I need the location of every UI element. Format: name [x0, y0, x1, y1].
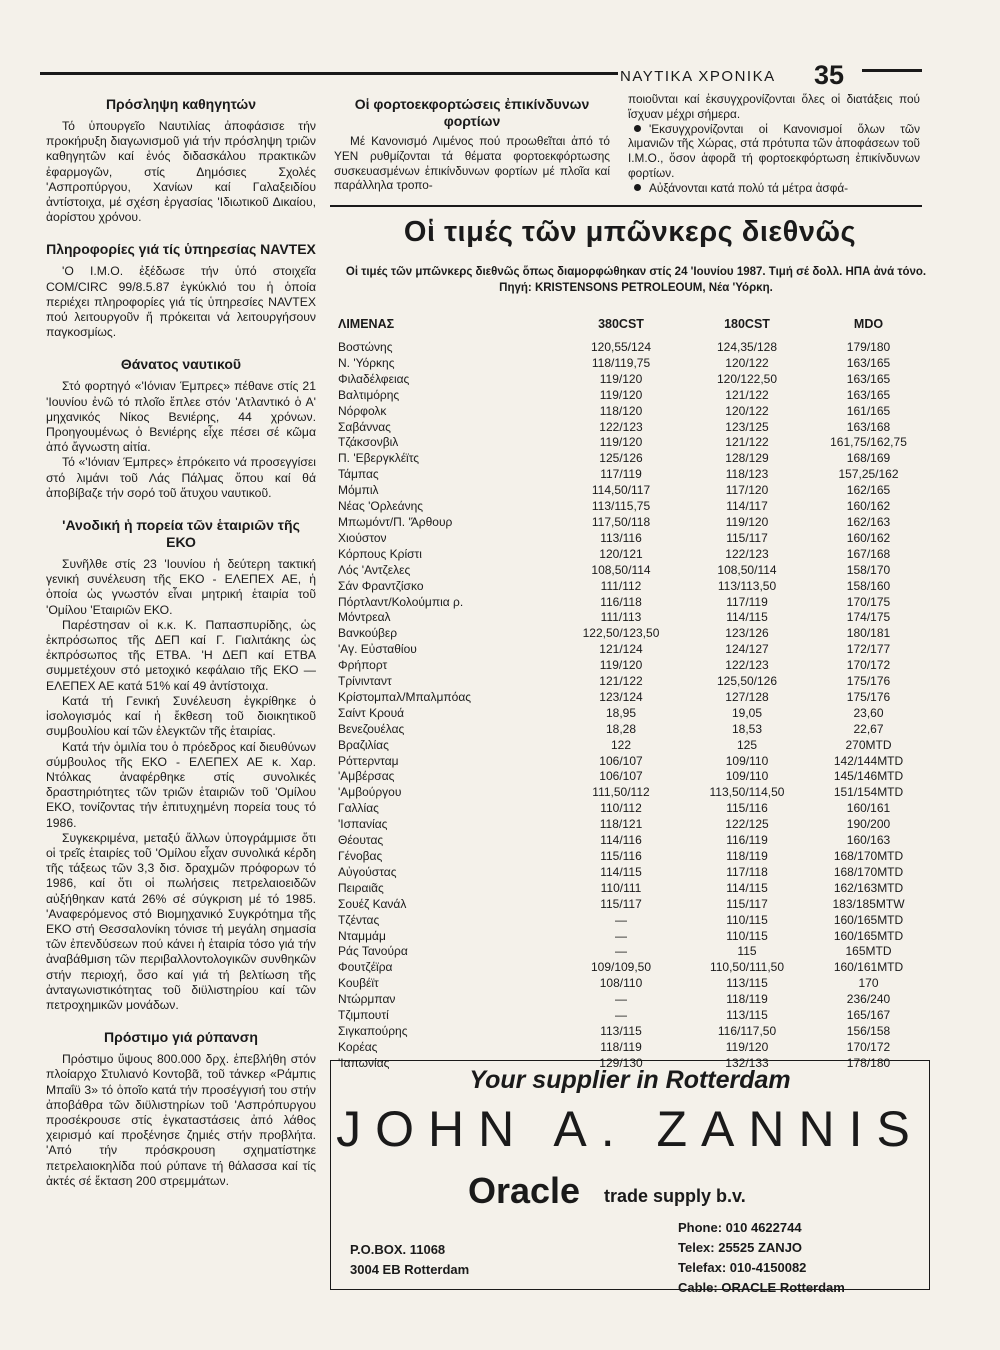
table-row: [332, 929, 927, 945]
price-180cst: 113/115: [726, 976, 768, 991]
table-row: [332, 420, 927, 436]
table-row: [332, 913, 927, 929]
price-mdo: 170/172: [846, 658, 891, 673]
port-name: 'Ιαπωνίας: [338, 1055, 390, 1070]
port-name: Βοστώνης: [338, 340, 393, 354]
bullet-icon: [634, 184, 641, 191]
price-380cst: 118/120: [599, 403, 643, 418]
port-name: Βαλτιμόρης: [338, 387, 400, 402]
price-mdo: 23,60: [853, 705, 884, 720]
price-180cst: 117/120: [725, 483, 769, 498]
table-row: [332, 451, 927, 467]
article-title: Πρόσληψη καθηγητών: [105, 96, 257, 112]
price-380cst: 119/120: [599, 658, 643, 673]
table-row: [332, 833, 927, 849]
price-380cst: 106/107: [599, 753, 643, 768]
table-row: [332, 467, 927, 483]
price-mdo: 161/165: [846, 403, 891, 418]
port-name: Σάν Φραντζίσκο: [338, 578, 424, 593]
price-mdo: 167/168: [846, 546, 891, 561]
price-380cst: 115/117: [600, 896, 642, 911]
port-name: Μόμπιλ: [338, 483, 379, 498]
article-title: Πληροφορίες γιά τίς ὑπηρεσίας NAVTEX: [46, 241, 316, 258]
price-380cst: 113/115,75: [591, 499, 651, 514]
port-name: 'Αμβέρσας: [338, 769, 395, 784]
price-mdo: 162/163: [846, 514, 891, 529]
table-body: [332, 340, 927, 1072]
price-380cst: 108/110: [599, 976, 643, 991]
price-mdo: 156/158: [846, 1023, 891, 1038]
article-paragraph: Τό «'Ιόνιαν Έμπρες» ἐπρόκειτο νά προσεγγίσει στό λιμάνι τοῦ Λάς Πάλμας ὅπου καί θά ἀποβίβαζε τήν σορό τοῦ ἄτυχου ναυτικοῦ.: [46, 455, 316, 500]
price-mdo: 158/170: [846, 562, 891, 577]
port-name: Ράς Τανούρα: [338, 944, 408, 959]
price-mdo: 142/144MTD: [833, 753, 904, 768]
price-380cst: 114,50/117: [591, 483, 651, 498]
article-title: Οἱ φορτοεκφορτώσεις ἐπικίνδυνων φορτίων: [354, 96, 590, 129]
price-180cst: 114/117: [726, 499, 768, 514]
bunker-price-table: [332, 308, 927, 1072]
port-name: Φιλαδέλφειας: [338, 371, 410, 386]
price-mdo: 174/175: [846, 610, 891, 625]
price-180cst: 119/120: [725, 514, 769, 529]
port-name: Ν. 'Υόρκης: [338, 355, 395, 370]
price-mdo: 161,75/162,75: [830, 435, 907, 450]
price-380cst: —: [615, 912, 627, 927]
bullet-item: [628, 181, 920, 196]
price-380cst: 111/112: [600, 578, 642, 593]
port-name: Μπωμόντ/Π. 'Άρθουρ: [338, 514, 453, 529]
port-name: Κουβέϊτ: [338, 976, 379, 991]
price-180cst: 122/125: [725, 817, 769, 832]
column-header-port: ΛΙΜΕΝΑΣ: [338, 317, 395, 331]
price-380cst: 117,50/118: [591, 514, 651, 529]
port-name: Σαβάννας: [338, 419, 391, 434]
price-mdo: 22,67: [853, 721, 884, 736]
price-mdo: 236/240: [846, 992, 891, 1007]
article-paragraph: Συγκεκριμένα, μεταξύ ἄλλων ὑπογράμμισε ὅτι οἱ τρεῖς ἑταιρίες τοῦ 'Ομίλου εἶχαν συνολικά κέρδη τῆς τάξεως τῶν 3,3 δισ. δραχμῶν πρόφορων τό 1986, καί ὅτι οἱ πωλήσεις πετρελαιοειδῶν αὐξήθηκαν κατά 26% σέ σύγκριση μέ τό 1985. 'Αναφερόμενος στό Βιομηχανικό Συγκρότημα τῆς ΕΚΟ στή Θεσσαλονίκη τόνισε τή μεγάλη σημασία τῶν ἐπενδύσεων πού κάνει ἡ ἑταιρία τόσο γιά τήν ἀναβάθμιση τῶν περιβαλλοντολογικῶν συνθηκῶν στήν περιοχή, ὅσο καί γιά τή βελτίωση τῆς ἀνταγωνιστικότητας τοῦ διϋλιστηρίου καί τῶν πετροχημικῶν μονάδων.: [46, 830, 316, 1012]
price-380cst: —: [615, 992, 627, 1007]
port-name: Τρίνινταντ: [338, 674, 392, 689]
article-paragraph: 'Ο Ι.Μ.Ο. ἐξέδωσε τήν ὑπό στοιχεῖα COM/CIRC 99/8.5.87 ἐγκύκλιό του ἡ ὁποία περιέχει πληροφορίες γιά τίς ὑπηρεσίες NAVTEX πού λειτουργοῦν ἤ πρόκειται νά λειτουργήσουν παγκοσμίως.: [46, 264, 316, 340]
table-row: [332, 674, 927, 690]
table-header-row: [332, 308, 927, 340]
price-180cst: 124,35/128: [716, 340, 778, 354]
port-name: Φουτζέϊρα: [338, 960, 393, 975]
left-column: [46, 96, 316, 1205]
ad-phone: Phone: 010 4622744: [678, 1220, 802, 1235]
table-row: [332, 595, 927, 611]
ad-brand: Oracle: [468, 1170, 581, 1211]
price-mdo: 179/180: [846, 340, 891, 354]
price-mdo: 165MTD: [845, 944, 892, 959]
price-mdo: 163/165: [846, 371, 891, 386]
price-180cst: 108,50/114: [717, 562, 777, 577]
table-row: [332, 897, 927, 913]
price-180cst: 109/110: [725, 753, 769, 768]
price-180cst: 115/117: [726, 530, 768, 545]
table-row: [332, 785, 927, 801]
table-row: [332, 690, 927, 706]
article-title: Πρόστιμο γιά ρύπανση: [104, 1029, 258, 1046]
bunkers-subtitle: Οἱ τιμές τῶν μπῶνκερς διεθνῶς ὅπως διαμορφώθηκαν στίς 24 'Ιουνίου 1987. Τιμή σέ δολλ. ΗΠΑ ἀνά τόνο. Πηγή: KRISTENSONS PETROLEOUM, Νέα 'Υόρκη.: [345, 266, 927, 294]
port-name: Ρόττερνταμ: [338, 753, 399, 768]
magazine-name: ΝΑΥΤΙΚΑ ΧΡΟΝΙΚΑ: [620, 68, 776, 85]
price-180cst: 114/115: [726, 610, 768, 625]
price-180cst: 110/115: [726, 928, 768, 943]
price-180cst: 117/119: [726, 594, 768, 609]
price-180cst: 113/115: [726, 1008, 768, 1023]
price-mdo: 162/163MTD: [833, 880, 904, 895]
price-180cst: 123/125: [725, 419, 769, 434]
middle-column: [334, 96, 610, 193]
price-180cst: 110,50/111,50: [709, 960, 785, 975]
table-row: [332, 1008, 927, 1024]
port-name: 'Αμβούργου: [338, 785, 402, 800]
article-paragraph: Κατά τήν ὁμιλία του ὁ πρόεδρος καί διευθύνων σύμβουλος τῆς ΕΚΟ - ΕΛΕΠΕΧ ΑΕ κ. Χαρ. Ντόλκας ἀναφέρθηκε στίς συνολικές δραστηριότητες τῶν τριῶν ἑταιριῶν τοῦ 'Ομίλου ΕΚΟ, τονίζοντας τήν ἐπιτυχημένη πορεία τους τό 1986.: [46, 739, 316, 830]
price-180cst: 127/128: [725, 689, 769, 704]
article-pollution-fine: [46, 1029, 316, 1189]
right-column: [628, 92, 920, 196]
table-row: [332, 404, 927, 420]
table-row: [332, 610, 927, 626]
price-mdo: 160/165MTD: [833, 928, 904, 943]
price-mdo: 160/163: [846, 833, 891, 848]
price-380cst: 118/119,75: [591, 355, 651, 370]
table-row: [332, 865, 927, 881]
price-180cst: 125: [736, 737, 758, 752]
price-380cst: 122,50/123,50: [582, 626, 660, 641]
article-paragraph: Συνῆλθε στίς 23 'Ιουνίου ἡ δεύτερη τακτική γενική συνέλευση τῆς ΕΚΟ - ΕΛΕΠΕΧ ΑΕ, ἡ ὁποία ὡς γνωστόν εἶναι μητρική ἑταιρία τοῦ 'Ομίλου 'Εταιριῶν ΕΚΟ.: [46, 557, 316, 617]
port-name: Νόρφολκ: [338, 403, 387, 418]
article-title: 'Ανοδική ἡ πορεία τῶν ἑταιριῶν τῆς ΕΚΟ: [62, 517, 300, 551]
price-380cst: 122: [610, 737, 632, 752]
price-180cst: 132/133: [725, 1055, 769, 1070]
price-mdo: 160/161MTD: [833, 960, 904, 975]
port-name: Τζέντας: [338, 912, 380, 927]
price-180cst: 18,53: [731, 721, 763, 736]
price-180cst: 125,50/126: [716, 674, 778, 689]
price-mdo: 270MTD: [845, 737, 892, 752]
table-row: [332, 706, 927, 722]
bullet-text: 'Εκσυγχρονίζονται οἱ Κανονισμοί ὅλων τῶν λιμανιῶν τῆς Χώρας, στά πρότυπα τῶν ἀποφάσεων τοῦ Ι.Μ.Ο., ὅσον ἀφορᾶ τή φορτοεκφόρτωση ἐπικίνδυνων φορτίων.: [628, 121, 920, 180]
table-row: [332, 881, 927, 897]
port-name: Τζιμπουτί: [338, 1008, 389, 1023]
price-mdo: 168/170MTD: [833, 864, 904, 879]
ad-cable: Cable: ORACLE Rotterdam: [678, 1280, 845, 1295]
price-mdo: 163/165: [846, 355, 891, 370]
price-mdo: 180/181: [846, 626, 891, 641]
table-row: [332, 372, 927, 388]
table-row: [332, 388, 927, 404]
port-name: Τάμπας: [338, 467, 379, 482]
ad-address: [350, 1240, 469, 1280]
price-180cst: 113,50/114,50: [709, 785, 785, 800]
price-180cst: 121/122: [725, 435, 769, 450]
ad-tagline: Your supplier in Rotterdam: [469, 1066, 791, 1094]
article-paragraph: ποιοῦνται καί ἐκσυγχρονίζονται ὅλες οἱ διατάξεις πού ἴσχυαν μέχρι σήμερα.: [628, 92, 920, 121]
price-380cst: —: [615, 1008, 627, 1023]
price-180cst: 122/123: [725, 546, 769, 561]
table-row: [332, 515, 927, 531]
port-name: Πειραιᾶς: [338, 880, 384, 895]
header-rule-left: [40, 72, 618, 75]
port-name: Κρίστομπαλ/Μπαλμπόας: [338, 689, 472, 704]
price-380cst: 115/116: [600, 849, 642, 863]
price-mdo: 190/200: [846, 817, 891, 832]
port-name: 'Ισπανίας: [338, 817, 388, 832]
price-380cst: —: [615, 928, 627, 943]
article-teacher-hiring: [46, 96, 316, 225]
article-paragraph: Παρέστησαν οἱ κ.κ. Κ. Παπασπυρίδης, ὡς ἐκπρόσωπος τῆς ΔΕΠ καί Γ. Γιαλιτάκης ὡς ἐκπρόσωπος τῆς ΕΤΒΑ. 'Η ΔΕΠ καί ΕΤΒΑ συμμετέχουν στό μετοχικό κεφάλαιο τῆς ΕΚΟ — ΕΛΕΠΕΧ ΑΕ κατά 51% καί 49 ἀντίστοιχα.: [46, 617, 316, 693]
price-180cst: 120/122: [725, 355, 769, 370]
table-row: [332, 849, 927, 865]
table-row: [332, 1024, 927, 1040]
price-180cst: 19,05: [731, 705, 763, 720]
price-mdo: 183/185MTW: [832, 896, 905, 911]
table-row: [332, 642, 927, 658]
price-380cst: 118/121: [599, 817, 643, 832]
port-name: 'Αγ. Εὐσταθίου: [338, 642, 417, 657]
price-380cst: 111/113: [600, 610, 642, 625]
price-380cst: 110/112: [600, 801, 642, 816]
table-row: [332, 579, 927, 595]
price-mdo: 160/162: [846, 499, 891, 514]
article-title: Θάνατος ναυτικοῦ: [120, 356, 242, 373]
price-180cst: 116/117,50: [717, 1023, 777, 1038]
price-mdo: 160/165MTD: [833, 912, 904, 927]
port-name: Νταμμάμ: [338, 928, 386, 943]
price-mdo: 170/175: [846, 594, 891, 609]
price-mdo: 157,25/162: [838, 467, 899, 482]
price-180cst: 120/122,50: [716, 371, 778, 386]
price-380cst: —: [615, 944, 627, 959]
port-name: Σιγκαπούρης: [338, 1023, 408, 1038]
price-380cst: 106/107: [599, 769, 643, 784]
price-380cst: 18,95: [605, 705, 637, 720]
price-180cst: 115/117: [726, 896, 768, 911]
price-180cst: 113/113,50: [717, 578, 777, 593]
price-180cst: 121/122: [725, 387, 769, 402]
article-seaman-death: [46, 356, 316, 501]
price-mdo: 168/170MTD: [833, 849, 904, 863]
price-380cst: 129/130: [599, 1055, 643, 1070]
page-header: [618, 62, 918, 88]
price-380cst: 114/116: [600, 833, 642, 848]
price-180cst: 118/119: [726, 992, 768, 1007]
price-mdo: 163/165: [846, 387, 891, 402]
table-row: [332, 801, 927, 817]
article-eko: [46, 517, 316, 1013]
table-row: [332, 356, 927, 372]
table-row: [332, 531, 927, 547]
price-380cst: 125/126: [599, 451, 643, 466]
price-380cst: 121/124: [599, 642, 643, 657]
price-mdo: 175/176: [846, 674, 891, 689]
price-mdo: 160/162: [846, 530, 891, 545]
price-380cst: 119/120: [599, 371, 643, 386]
price-180cst: 109/110: [725, 769, 769, 784]
ad-address-line: 3004 EB Rotterdam: [350, 1262, 470, 1277]
price-180cst: 123/126: [725, 626, 769, 641]
port-name: Π. 'Εβεργκλέϊτς: [338, 451, 420, 466]
port-name: Βραζιλίας: [338, 737, 389, 752]
price-mdo: 163/168: [846, 419, 891, 434]
table-row: [332, 722, 927, 738]
port-name: Κόρπους Κρίστι: [338, 546, 422, 561]
price-380cst: 113/116: [600, 530, 642, 545]
price-380cst: 122/123: [599, 419, 643, 434]
table-row: [332, 817, 927, 833]
price-380cst: 114/115: [600, 864, 642, 879]
column-header-380cst: 380CST: [598, 317, 644, 331]
price-180cst: 110/115: [726, 912, 768, 927]
bullet-text: Αὐξάνονται κατά πολύ τά μέτρα ἀσφά-: [649, 180, 849, 195]
article-paragraph: Πρόστιμο ὕψους 800.000 δρχ. ἐπεβλήθη στόν πλοίαρχο Στυλιανό Κοντοβᾶ, τοῦ τάνκερ «Ράμπις Μπαΐϋ 3» τό ὁποῖο κατά τήν προσέγγισή του στήν ἀποβάθρα τῶν διϋλιστηρίων τοῦ 'Ασπρόπυργου προσέκρουσε στίς ἐγκαταστάσεις ἀπό λάθος χειρισμό καί προξένησε ζημιές στήν προβλήτα. 'Από τήν πρόσκρουση σχηματίστηκε πετρελαιοκηλίδα πού ρύπανε τή θάλασσα καί τίς ἀκτές σέ ἔκταση 200 στρεμμάτων.: [46, 1052, 316, 1188]
advertisement: [330, 1060, 930, 1325]
price-180cst: 114/115: [726, 880, 768, 895]
port-name: Κορέας: [338, 1039, 378, 1054]
table-row: [332, 340, 927, 356]
article-paragraph: Μέ Κανονισμό Λιμένος πού προωθεῖται ἀπό τό ΥΕΝ ρυθμίζονται τά θέματα φορτοεκφόρτωσης συσκευασμένων ἐπικίνδυνων φορτίων μέ πλοῖα καί παράλληλα τροπο-: [334, 134, 610, 193]
ad-address-line: P.O.BOX. 11068: [350, 1242, 446, 1257]
price-mdo: 170/172: [846, 1039, 891, 1054]
price-380cst: 120,55/124: [590, 340, 652, 354]
page-number: 35: [814, 60, 845, 90]
price-mdo: 151/154MTD: [833, 785, 904, 800]
ad-company-name: JOHN A. ZANNIS: [336, 1101, 924, 1157]
price-380cst: 116/118: [600, 594, 642, 609]
port-name: Βενεζουέλας: [338, 721, 405, 736]
price-380cst: 111,50/112: [592, 785, 650, 800]
ad-brand-suffix: trade supply b.v.: [604, 1186, 746, 1206]
table-row: [332, 626, 927, 642]
price-380cst: 121/122: [599, 674, 643, 689]
port-name: Σαίντ Κρουά: [338, 705, 405, 720]
price-180cst: 128/129: [725, 451, 769, 466]
price-380cst: 110/111: [600, 880, 642, 895]
article-paragraph: Στό φορτηγό «'Ιόνιαν Έμπρες» πέθανε στίς 21 'Ιουνίου ἐνῶ τό πλοῖο ἔπλεε στόν 'Ατλαντικό ὁ Α' μηχανικός Νίκος Βενιέρης, 44 χρόνων. Προηγουμένως ὁ Βενιέρης εἶχε πέσει σέ κῶμα ἀπό ἄγνωστη αἰτία.: [46, 379, 316, 455]
price-180cst: 124/127: [725, 642, 769, 657]
bullet-icon: [634, 125, 641, 132]
port-name: Γαλλίας: [338, 801, 379, 816]
port-name: Αὐγούστας: [338, 864, 397, 879]
price-mdo: 160/161: [846, 801, 891, 816]
price-180cst: 116/119: [726, 833, 768, 848]
price-380cst: 117/119: [600, 467, 642, 482]
table-row: [332, 976, 927, 992]
table-row: [332, 944, 927, 960]
price-180cst: 122/123: [725, 658, 769, 673]
price-380cst: 108,50/114: [591, 562, 651, 577]
table-row: [332, 992, 927, 1008]
price-380cst: 18,28: [605, 721, 637, 736]
price-mdo: 172/177: [846, 642, 891, 657]
port-name: Φρήπορτ: [338, 658, 388, 673]
price-mdo: 165/167: [846, 1008, 891, 1023]
price-mdo: 145/146MTD: [833, 769, 904, 784]
article-paragraph: Τό ὑπουργεῖο Ναυτιλίας ἀποφάσισε τήν προκήρυξη διαγωνισμοῦ γιά τήν πρόσληψη τριῶν καθηγητῶν καί ἑνός διδασκάλου πρακτικῶν ἐφαρμογῶν, στίς Δημόσιες Σχολές 'Ασπροπύργου, Χανίων καί Γαλαξειδίου ἀντίστοιχα, μέ σχέση ἐργασίας 'Ιδιωτικοῦ Δικαίου, ἀορίστου χρόνου.: [46, 119, 316, 225]
table-row: [332, 738, 927, 754]
price-mdo: 158/160: [846, 578, 891, 593]
table-row: [332, 769, 927, 785]
port-name: Γένοβας: [338, 849, 383, 863]
table-row: [332, 483, 927, 499]
ad-telex: Telex: 25525 ZANJO: [678, 1240, 803, 1255]
table-row: [332, 499, 927, 515]
article-paragraph: Κατά τή Γενική Συνέλευση ἐγκρίθηκε ὁ ἰσολογισμός καί ἡ ἔκθεση τοῦ διοικητικοῦ συμβουλίου καί τῶν ἐλεγκτῶν τῆς ἑταιρίας.: [46, 693, 316, 739]
price-180cst: 119/120: [725, 1039, 769, 1054]
price-380cst: 123/124: [599, 689, 643, 704]
ad-contact: [678, 1218, 845, 1298]
port-name: Θέουτας: [338, 833, 384, 848]
price-380cst: 113/115: [600, 1023, 642, 1038]
price-180cst: 118/123: [725, 467, 769, 482]
price-380cst: 119/120: [599, 387, 643, 402]
price-180cst: 120/122: [725, 403, 769, 418]
table-row: [332, 658, 927, 674]
column-header-mdo: MDO: [853, 317, 884, 331]
price-mdo: 178/180: [846, 1055, 891, 1070]
port-name: Τζάκσονβιλ: [338, 435, 399, 450]
port-name: Μόντρεαλ: [338, 610, 391, 625]
price-mdo: 162/165: [846, 483, 891, 498]
port-name: Ντώρμπαν: [338, 992, 396, 1007]
column-header-180cst: 180CST: [724, 317, 770, 331]
top-section-rule: [330, 205, 922, 207]
price-mdo: 168/169: [846, 451, 891, 466]
port-name: Σουέζ Κανάλ: [338, 896, 407, 911]
price-380cst: 119/120: [599, 435, 643, 450]
table-row: [332, 435, 927, 451]
ad-telefax: Telefax: 010-4150082: [678, 1260, 807, 1275]
price-380cst: 120/121: [599, 546, 643, 561]
table-row: [332, 547, 927, 563]
price-mdo: 175/176: [846, 689, 891, 704]
table-row: [332, 563, 927, 579]
price-180cst: 118/119: [726, 849, 768, 863]
price-380cst: 118/119: [600, 1039, 642, 1054]
port-name: Χιούστον: [338, 530, 387, 545]
price-180cst: 115/116: [726, 801, 768, 816]
price-380cst: 109/109,50: [590, 960, 652, 975]
port-name: Λός 'Αντζελες: [338, 562, 411, 577]
bunkers-title: Οἱ τιμές τῶν μπῶνκερς διεθνῶς: [403, 216, 857, 248]
header-rule-right: [862, 69, 922, 72]
port-name: Βανκούβερ: [338, 626, 398, 641]
table-row: [332, 960, 927, 976]
bullet-item: [628, 122, 920, 181]
table-row: [332, 1040, 927, 1056]
table-row: [332, 754, 927, 770]
price-mdo: 170: [858, 976, 879, 991]
port-name: Πόρτλαντ/Κολούμπια ρ.: [338, 594, 464, 609]
price-180cst: 117/118: [726, 864, 768, 879]
article-navtex: [46, 241, 316, 340]
port-name: Νέας 'Ορλεάνης: [338, 499, 424, 514]
price-180cst: 115: [737, 944, 757, 959]
